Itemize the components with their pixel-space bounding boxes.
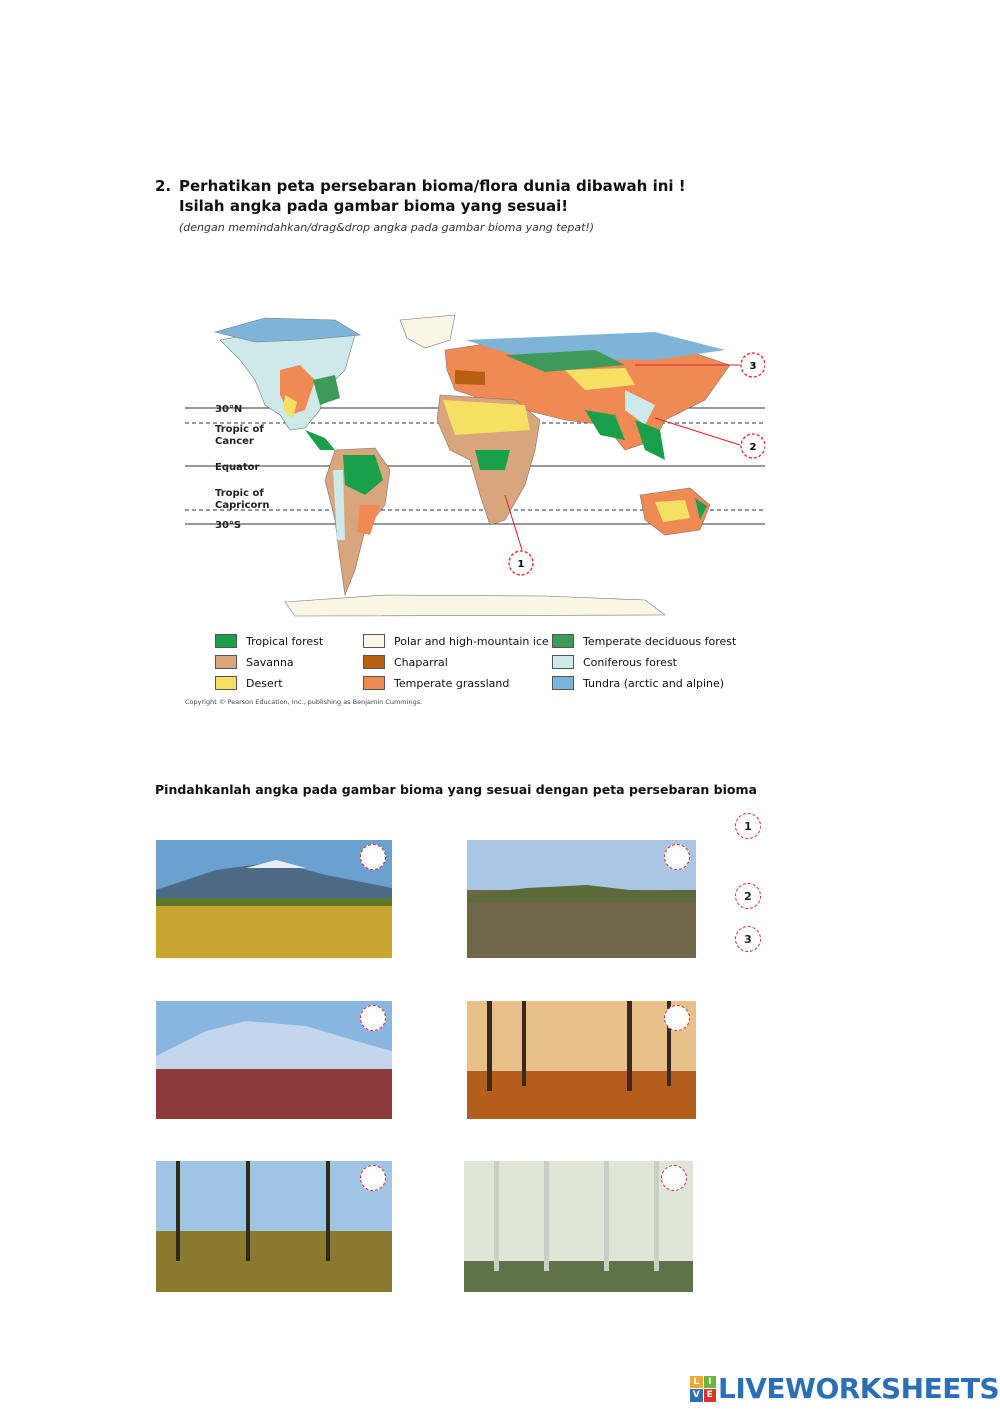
africa	[437, 395, 540, 525]
drop-target-tropical-forest[interactable]	[661, 1165, 687, 1191]
label-equator: Equator	[215, 462, 260, 473]
legend-swatch	[215, 634, 237, 648]
liveworksheets-logo-icon	[690, 1376, 716, 1402]
question-line1: Perhatikan peta persebaran bioma/flora dunia dibawah ini !	[179, 177, 686, 195]
coniferous-forest-photo-image	[156, 1161, 392, 1292]
drag-number-3[interactable]: 3	[735, 926, 761, 952]
legend-item-desert	[215, 675, 283, 691]
legend-swatch	[215, 676, 237, 690]
legend-swatch	[363, 634, 385, 648]
label-30s: 30°S	[215, 520, 242, 531]
savanna-photo-image	[156, 840, 392, 958]
question-number: 2.	[155, 177, 172, 195]
legend-label: Desert	[246, 676, 283, 690]
question-title	[155, 175, 686, 197]
legend-swatch	[215, 655, 237, 669]
antarctica	[285, 595, 665, 616]
drop-target-grassland[interactable]	[664, 844, 690, 870]
legend-swatch	[552, 634, 574, 648]
coniferous-forest-photo	[156, 1161, 392, 1292]
marker-2-label: 2	[749, 442, 757, 453]
question-note: (dengan memindahkan/drag&drop angka pada gambar bioma yang tepat!)	[179, 221, 595, 234]
marker-1-label: 1	[517, 559, 525, 570]
drop-target-tundra[interactable]	[360, 1005, 386, 1031]
legend-label: Temperate deciduous forest	[583, 634, 737, 648]
australia	[640, 488, 710, 535]
drop-target-coniferous-forest[interactable]	[360, 1165, 386, 1191]
liveworksheets-wordmark: LIVEWORKSHEETS	[718, 1372, 1000, 1405]
legend-swatch	[552, 655, 574, 669]
marker-2-line	[655, 418, 740, 445]
label-tropic-capricorn-1: Tropic of	[215, 488, 264, 499]
label-tropic-capricorn-2: Capricorn	[215, 500, 270, 511]
legend-item-tropical-forest	[215, 633, 323, 649]
legend-item-savanna	[215, 654, 294, 670]
label-tropic-cancer-1: Tropic of	[215, 424, 264, 435]
drag-number-2[interactable]: 2	[735, 883, 761, 909]
legend-swatch	[552, 676, 574, 690]
legend-swatch	[363, 655, 385, 669]
legend-label: Temperate grassland	[394, 676, 510, 690]
map-legend	[215, 633, 775, 703]
legend-label: Savanna	[246, 655, 294, 669]
logo-letter-i: I	[704, 1376, 717, 1389]
logo-letter-e: E	[704, 1389, 717, 1402]
question-line2: Isilah angka pada gambar bioma yang sesuai!	[179, 197, 569, 215]
logo-letter-v: V	[690, 1389, 703, 1402]
drop-target-deciduous-forest[interactable]	[664, 1005, 690, 1031]
tundra-photo-image	[156, 1001, 392, 1119]
logo-letter-l: L	[690, 1376, 703, 1389]
drop-target-savanna[interactable]	[360, 844, 386, 870]
instruction-text: Pindahkanlah angka pada gambar bioma yang sesuai dengan peta persebaran bioma	[155, 782, 757, 797]
legend-item-temperate-deciduous	[552, 633, 736, 649]
legend-item-coniferous	[552, 654, 677, 670]
legend-label: Polar and high-mountain ice	[394, 634, 549, 648]
legend-item-polar-ice	[363, 633, 549, 649]
greenland	[400, 315, 455, 348]
world-biome-map	[185, 310, 765, 630]
legend-label: Tundra (arctic and alpine)	[583, 676, 725, 690]
drag-number-1[interactable]: 1	[735, 813, 761, 839]
south-america	[325, 448, 390, 595]
grassland-photo-image	[467, 840, 696, 958]
marker-3-label: 3	[749, 361, 757, 372]
legend-item-tundra	[552, 675, 724, 691]
legend-label: Tropical forest	[246, 634, 324, 648]
deciduous-forest-photo-image	[467, 1001, 696, 1119]
tropical-forest-photo	[464, 1161, 693, 1292]
legend-item-temperate-grassland	[363, 675, 509, 691]
tundra-photo	[156, 1001, 392, 1119]
copyright-note: Copyright © Pearson Education, Inc., publishing as Benjamin Cummings.	[185, 698, 423, 706]
legend-swatch	[363, 676, 385, 690]
label-30n: 30°N	[215, 404, 243, 415]
deciduous-forest-photo	[467, 1001, 696, 1119]
savanna-photo	[156, 840, 392, 958]
label-tropic-cancer-2: Cancer	[215, 436, 254, 447]
grassland-photo	[467, 840, 696, 958]
legend-label: Chaparral	[394, 655, 448, 669]
legend-item-chaparral	[363, 654, 448, 670]
tropical-forest-photo-image	[464, 1161, 693, 1292]
liveworksheets-brand	[690, 1372, 999, 1405]
legend-label: Coniferous forest	[583, 655, 677, 669]
